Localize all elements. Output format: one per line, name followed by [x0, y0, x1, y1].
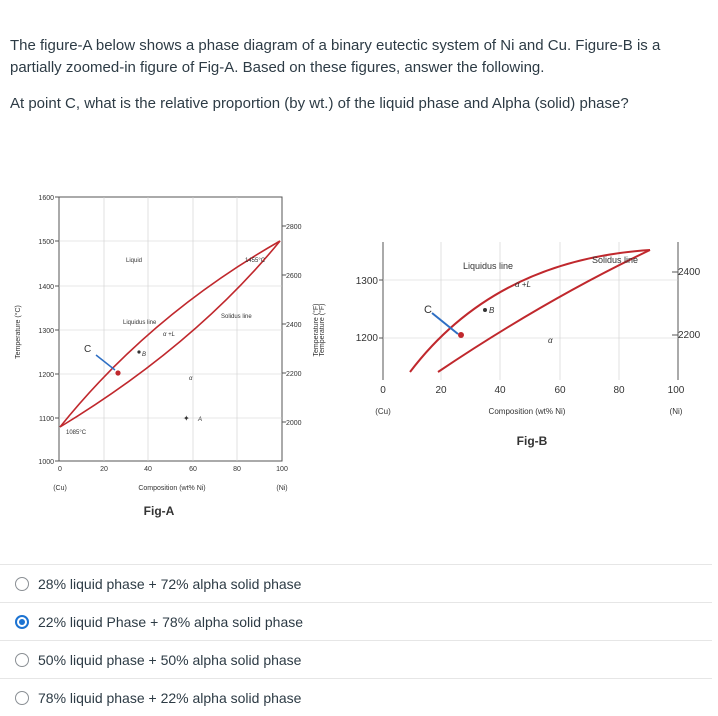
fig-b-xtick-40: 40 [494, 385, 506, 396]
fig-a-label-c: C [84, 344, 92, 355]
fig-a-label-liquid: Liquid [126, 258, 143, 264]
option-1-radio[interactable] [15, 577, 29, 591]
fig-b-xsub-ni: (Ni) [669, 407, 683, 416]
fig-b-xsub-cu: (Cu) [375, 407, 391, 416]
fig-a-x-title: Composition (wt% Ni) [138, 485, 206, 492]
fig-a-ytick-1100: 1100 [38, 416, 54, 423]
fig-b-xtick-80: 80 [613, 385, 625, 396]
figure-a [14, 195, 320, 518]
fig-b-xtick-60: 60 [554, 385, 566, 396]
fig-a-caption: Fig-A [143, 504, 175, 518]
fig-b-rtick-2400: 2400 [678, 267, 701, 278]
fig-a-label-eutectic: 1085°C [66, 430, 87, 436]
fig-b-ytick-1200: 1200 [355, 333, 378, 344]
question-prompt: At point C, what is the relative proportion (by wt.) of the liquid phase and Alpha (solid) phase? [10, 95, 629, 112]
fig-a-label-alpha-l: α +L [163, 332, 175, 338]
fig-a-rtick-2800: 2800 [286, 224, 302, 231]
fig-b-ytick-1300: 1300 [355, 276, 378, 287]
fig-a-rtick-2000: 2000 [286, 420, 302, 427]
fig-a-xtick-40: 40 [144, 466, 152, 473]
fig-b-x-title: Composition (wt% Ni) [488, 407, 566, 416]
option-3[interactable] [0, 640, 712, 678]
fig-a-label-liquidus: Liquidus line [123, 320, 157, 326]
option-2-label: 22% liquid Phase + 78% alpha solid phase [38, 613, 304, 630]
fig-a-xtick-80: 80 [233, 466, 241, 473]
option-2-radio[interactable] [15, 615, 29, 629]
fig-a-xtick-60: 60 [189, 466, 197, 473]
fig-a-ytick-1600: 1600 [38, 195, 54, 202]
fig-a-point-b-marker [137, 350, 140, 353]
fig-a-xtick-100: 100 [276, 466, 288, 473]
fig-a-label-a: A [198, 417, 203, 423]
fig-a-label-b: B [142, 352, 147, 358]
fig-a-ytick-1000: 1000 [38, 459, 54, 466]
fig-a-rtick-2200: 2200 [286, 371, 302, 378]
fig-a-ytick-1500: 1500 [38, 239, 54, 246]
fig-b-xtick-20: 20 [435, 385, 447, 396]
fig-a-right-axis-title: Temperature (°F) [313, 303, 320, 357]
option-4-label: 78% liquid phase + 22% alpha solid phase [38, 689, 302, 706]
fig-a-label-solidus: Solidus line [221, 314, 252, 320]
fig-b-xtick-100: 100 [667, 385, 685, 396]
fig-a-label-alpha: α [189, 376, 193, 382]
fig-b-label-c: C [424, 304, 432, 316]
fig-b-rtick-2200: 2200 [678, 330, 701, 341]
option-3-label: 50% liquid phase + 50% alpha solid phase [38, 651, 302, 668]
fig-a-xsub-ni: (Ni) [276, 485, 288, 492]
option-1[interactable] [0, 564, 712, 602]
fig-a-xtick-20: 20 [100, 466, 108, 473]
fig-a-left-axis-title: Temperature (°C) [15, 305, 22, 359]
fig-a-point-a-marker: ✦ [183, 414, 190, 423]
fig-a-ytick-1200: 1200 [38, 372, 54, 379]
fig-a-ytick-1300: 1300 [38, 328, 54, 335]
fig-a-point-c-marker [115, 370, 120, 375]
fig-a-label-1455: 1455°C [245, 258, 266, 264]
fig-b-left-axis-title: Temperature (°F) [319, 303, 326, 357]
fig-a-rtick-2600: 2600 [286, 273, 302, 280]
option-3-radio[interactable] [15, 653, 29, 667]
question-intro: The figure-A below shows a phase diagram of a binary eutectic system of Ni and Cu. Figure-B is a partially zoomed-in figure of Fig-A. Based on these figures, answer the following. [10, 37, 661, 76]
fig-b-label-alpha: α [548, 336, 553, 345]
fig-a-rtick-2400: 2400 [286, 322, 302, 329]
fig-a-pointer-line [96, 355, 115, 370]
fig-b-label-alpha-l: α +L [515, 280, 531, 289]
fig-b-caption: Fig-B [516, 434, 548, 448]
fig-b-point-b-marker [483, 308, 487, 312]
option-4[interactable] [0, 678, 712, 716]
fig-b-label-solidus: Solidus line [592, 255, 639, 265]
fig-b-point-c-marker [458, 332, 464, 338]
fig-a-xsub-cu: (Cu) [53, 485, 67, 492]
fig-b-label-b: B [489, 306, 495, 315]
fig-b-xtick-0: 0 [380, 385, 386, 396]
option-2[interactable] [0, 602, 712, 640]
figure-b [318, 242, 701, 448]
fig-a-xtick-0: 0 [58, 466, 62, 473]
fig-a-ytick-1400: 1400 [38, 284, 54, 291]
fig-b-label-liquidus: Liquidus line [463, 261, 514, 271]
option-1-label: 28% liquid phase + 72% alpha solid phase [38, 575, 302, 592]
option-4-radio[interactable] [15, 691, 29, 705]
